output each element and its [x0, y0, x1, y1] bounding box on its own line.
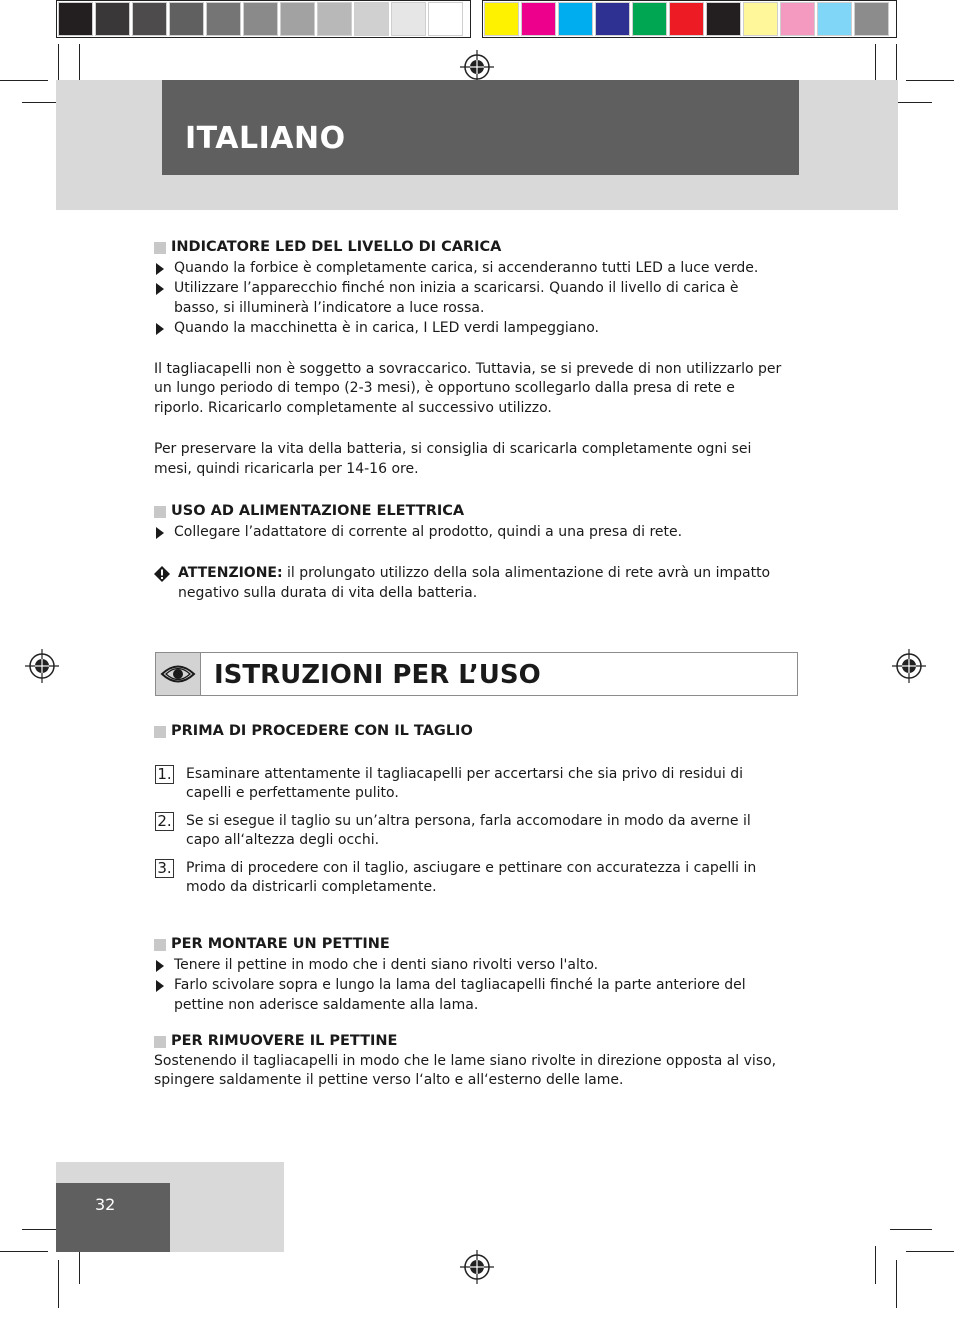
color-swatch: [391, 2, 426, 36]
crop-mark: [906, 80, 954, 81]
section-heading: [154, 935, 784, 955]
step-text: Prima di procedere con il taglio, asciugare e pettinare con accuratezza i capelli in modo da districarli completamente.: [186, 859, 757, 895]
triangle-bullet-icon: [156, 527, 164, 539]
warning-text-wrap: [178, 564, 784, 603]
chapter-title-box: [155, 652, 798, 696]
section-heading: [154, 502, 784, 522]
color-swatch: [317, 2, 352, 36]
paragraph: Il tagliacapelli non è soggetto a sovraccarico. Tuttavia, se si prevede di non utilizzarlo per un lungo periodo di tempo (2-3 mesi), è opportuno scollegarlo dalla presa di rete e riporlo. Ricaricarlo completamente al successivo utilizzo.: [154, 360, 782, 416]
step-number: 1.: [155, 765, 174, 784]
color-swatch: [132, 2, 167, 36]
list-item-text: Utilizzare l’apparecchio finché non inizia a scaricarsi. Quando il livello di carica è basso, si illuminerà l’indicatore a luce rossa.: [174, 280, 739, 316]
color-swatch: [206, 2, 241, 36]
list-item: [154, 956, 784, 976]
crop-mark: [79, 44, 80, 82]
crop-mark: [875, 1246, 876, 1284]
numbered-step: [154, 765, 784, 804]
eye-icon: [156, 653, 200, 695]
section-led-indicator: [154, 238, 784, 479]
warning-label: ATTENZIONE:: [178, 565, 283, 581]
list-item: [154, 976, 784, 1015]
color-swatch: [58, 2, 93, 36]
square-marker-icon: [154, 1036, 166, 1048]
color-swatch: [521, 2, 556, 36]
warning-text: il prolungato utilizzo della sola alimentazione di rete avrà un impatto negativo sulla durata di vita della batteria.: [178, 565, 771, 601]
registration-mark-bottom: [460, 1250, 494, 1284]
color-swatch: [169, 2, 204, 36]
crop-mark: [58, 1260, 59, 1308]
color-swatch: [817, 2, 852, 36]
numbered-step: [154, 859, 784, 898]
heading-text: PER RIMUOVERE IL PETTINE: [171, 1033, 398, 1049]
registration-mark-left: [25, 649, 59, 683]
color-swatch: [854, 2, 889, 36]
step-text: Se si esegue il taglio su un’altra persona, farla accomodare in modo da averne il capo all‘altezza degli occhi.: [186, 812, 751, 848]
section-before-cutting: [154, 722, 784, 906]
page-number: 32: [95, 1195, 116, 1214]
warning-note: [154, 564, 784, 603]
heading-text: INDICATORE LED DEL LIVELLO DI CARICA: [171, 239, 502, 255]
color-swatch: [558, 2, 593, 36]
crop-mark: [906, 1251, 954, 1252]
section-heading: [154, 722, 784, 742]
color-swatch: [243, 2, 278, 36]
crop-mark: [890, 1229, 932, 1230]
square-marker-icon: [154, 506, 166, 518]
color-swatch: [354, 2, 389, 36]
eye-icon-cell: [156, 653, 201, 695]
section-remove-comb: [154, 1032, 784, 1091]
paragraph: Sostenendo il tagliacapelli in modo che le lame siano rivolte in direzione opposta al viso, spingere saldamente il pettine verso l‘alto e all‘esterno delle lame.: [154, 1052, 777, 1088]
crop-mark: [0, 80, 48, 81]
warning-diamond-icon: [154, 566, 170, 582]
crop-mark: [896, 1260, 897, 1308]
paragraph: Per preservare la vita della batteria, si consiglia di scaricarla completamente ogni sei mesi, quindi ricaricarla per 14-16 ore.: [154, 441, 752, 477]
heading-text: PRIMA DI PROCEDERE CON IL TAGLIO: [171, 723, 473, 739]
square-marker-icon: [154, 939, 166, 951]
section-heading: [154, 238, 784, 258]
color-swatch: [780, 2, 815, 36]
list-item-text: Tenere il pettine in modo che i denti siano rivolti verso l'alto.: [174, 956, 599, 973]
section-mains-operation: [154, 502, 784, 603]
triangle-bullet-icon: [156, 263, 164, 275]
list-item: [154, 279, 784, 318]
color-swatch: [280, 2, 315, 36]
list-item: [154, 523, 784, 543]
color-swatch: [743, 2, 778, 36]
triangle-bullet-icon: [156, 283, 164, 295]
registration-mark-right: [892, 649, 926, 683]
gray-swatches: [58, 2, 465, 38]
color-swatch: [669, 2, 704, 36]
heading-text: USO AD ALIMENTAZIONE ELETTRICA: [171, 503, 465, 519]
chapter-title: ISTRUZIONI PER L’USO: [214, 660, 541, 690]
color-swatches: [484, 2, 891, 38]
triangle-bullet-icon: [156, 980, 164, 992]
color-swatch: [632, 2, 667, 36]
page-title: ITALIANO: [185, 121, 346, 156]
color-swatch: [428, 2, 463, 36]
list-item-text: Quando la forbice è completamente carica, si accenderanno tutti LED a luce verde.: [174, 259, 759, 276]
square-marker-icon: [154, 242, 166, 254]
section-attach-comb: [154, 935, 784, 1015]
step-text: Esaminare attentamente il tagliacapelli per accertarsi che sia privo di residui di capelli e perfettamente pulito.: [186, 765, 743, 801]
list-item-text: Farlo scivolare sopra e lungo la lama del tagliacapelli finché la parte anteriore del pettine non aderisce saldamente alla lama.: [174, 977, 746, 1013]
heading-text: PER MONTARE UN PETTINE: [171, 936, 390, 952]
color-swatch: [706, 2, 741, 36]
step-number: 3.: [155, 859, 174, 878]
registration-mark-top: [460, 50, 494, 84]
color-swatch: [595, 2, 630, 36]
triangle-bullet-icon: [156, 323, 164, 335]
section-heading: [154, 1032, 784, 1052]
list-item-text: Collegare l’adattatore di corrente al prodotto, quindi a una presa di rete.: [174, 523, 683, 540]
list-item: [154, 319, 784, 339]
list-item-text: Quando la macchinetta è in carica, I LED verdi lampeggiano.: [174, 320, 599, 336]
numbered-step: [154, 812, 784, 851]
crop-mark: [0, 1251, 48, 1252]
square-marker-icon: [154, 726, 166, 738]
color-swatch: [95, 2, 130, 36]
triangle-bullet-icon: [156, 960, 164, 972]
crop-mark: [875, 44, 876, 82]
step-number: 2.: [155, 812, 174, 831]
list-item: [154, 259, 784, 279]
color-swatch: [484, 2, 519, 36]
footer-band: [56, 1183, 170, 1252]
